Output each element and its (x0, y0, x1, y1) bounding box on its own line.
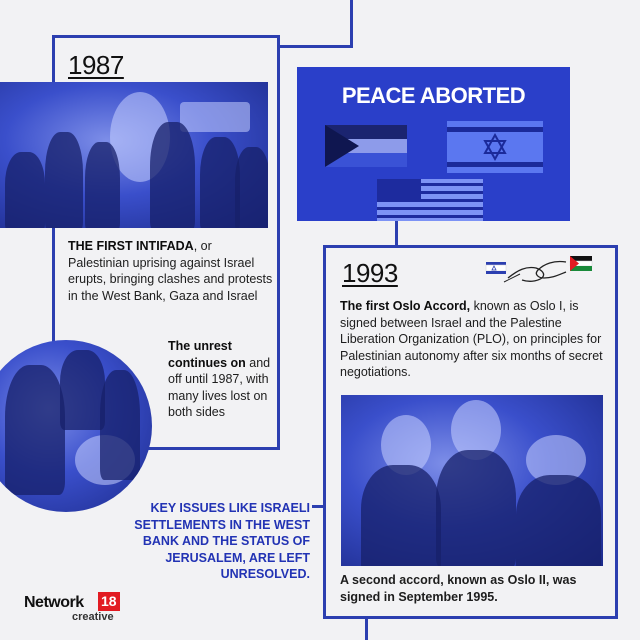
unrest-text: and off until 1987, with many lives lost on both sides (168, 355, 271, 419)
intifada-text: , or Palestinian uprising against Israel erupts, bringing clashes and protests in the West Bank, Gaza and Israel (68, 239, 273, 303)
oslo-text: known as Oslo I, is signed between Israel and the Palestine Liberation Organization (PLO), on principles for Palestinian autonomy after six months of secret negotiations. (340, 299, 603, 379)
usa-flag-icon (377, 179, 483, 221)
connector-top (350, 0, 353, 48)
brand-number: 18 (98, 592, 120, 611)
israel-flag-icon (447, 121, 543, 173)
intifada-photo (0, 82, 268, 228)
event-1987-description (68, 238, 273, 304)
connector-top-horizontal (277, 45, 353, 48)
brand-name: Network (24, 594, 84, 611)
network18-logo (24, 592, 134, 632)
event-1993-year: 1993 (342, 258, 398, 288)
event-1987-year: 1987 (68, 50, 124, 80)
palestine-flag-icon (325, 125, 407, 167)
connector-bottom (365, 617, 368, 640)
event-1987-note (168, 338, 276, 421)
oslo-bold: The first Oslo Accord, (340, 299, 471, 313)
flags-illustration (297, 67, 570, 221)
unrest-bold: The unrest continues on (168, 339, 246, 370)
event-1993-description (340, 298, 610, 381)
brand-tagline: creative (72, 611, 114, 623)
peace-aborted-title: PEACE ABORTED (341, 83, 526, 108)
oslo-signing-photo (341, 395, 603, 566)
oslo-second-caption: A second accord, known as Oslo II, was signed in September 1995. (340, 573, 577, 604)
handshake-icon (484, 248, 594, 292)
intifada-bold: THE FIRST INTIFADA (68, 239, 194, 253)
peace-aborted-card (297, 67, 570, 221)
key-issues-text: KEY ISSUES LIKE ISRAELI SETTLEMENTS IN THE WEST BANK AND THE STATUS OF JERUSALEM, ARE LEFT UNRESOLVED. (134, 501, 310, 581)
connector-middle (395, 221, 398, 247)
